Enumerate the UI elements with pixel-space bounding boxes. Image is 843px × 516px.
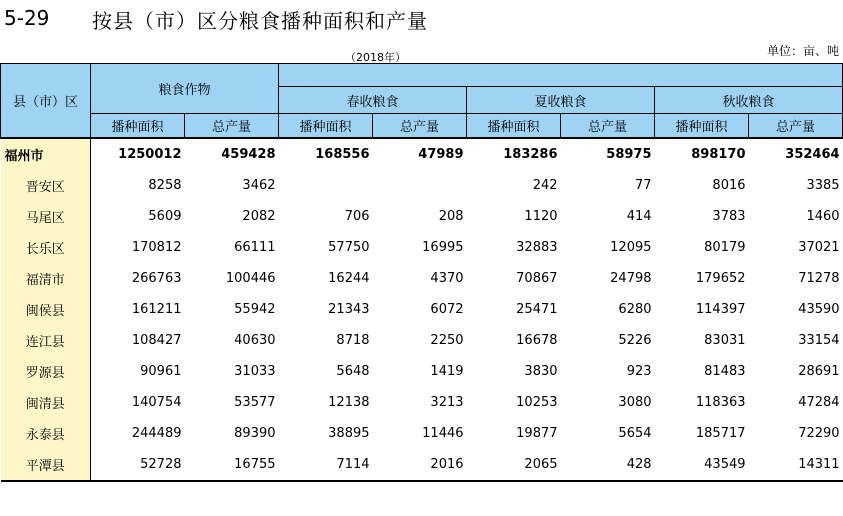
region-name: 永泰县 (1, 418, 91, 449)
region-name: 罗源县 (1, 356, 91, 387)
header-spacer (279, 64, 843, 87)
table-cell: 25471 (516, 302, 558, 317)
region-name: 闽清县 (1, 387, 91, 418)
region-name: 福清市 (1, 263, 91, 294)
header-output: 总产量 (373, 114, 467, 139)
table-cell: 14311 (749, 449, 843, 481)
table-cell: 12138 (328, 395, 370, 410)
header-output: 总产量 (561, 114, 655, 139)
table-cell: 16244 (328, 271, 370, 286)
table-cell: 47989 (373, 138, 467, 170)
header-area: 播种面积 (91, 114, 185, 139)
table-row (1, 170, 843, 201)
table-cell: 37021 (798, 240, 840, 255)
table-cell: 170812 (131, 240, 182, 255)
table-cell: 706 (344, 209, 370, 224)
table-cell: 5648 (336, 364, 370, 379)
header-area: 播种面积 (467, 114, 561, 139)
table-cell: 19877 (516, 426, 558, 441)
table-cell: 208 (438, 209, 464, 224)
table-cell: 2065 (467, 449, 561, 481)
table-cell: 80179 (704, 240, 746, 255)
table-cell: 66111 (234, 240, 276, 255)
header-group-spring: 春收粮食 (279, 87, 467, 114)
table-row (1, 418, 843, 449)
region-name: 闽侯县 (1, 294, 91, 325)
table-cell: 161211 (131, 302, 182, 317)
year-note: （2018年） (345, 51, 406, 64)
table-cell: 459428 (185, 138, 279, 170)
table-cell: 33154 (798, 333, 840, 348)
region-name: 晋安区 (1, 170, 91, 201)
unit-note: 单位：亩、吨 (766, 44, 839, 58)
region-name: 平潭县 (1, 449, 91, 481)
table-cell: 5226 (618, 333, 652, 348)
table-cell: 168556 (279, 138, 373, 170)
table-cell: 8718 (336, 333, 370, 348)
page-title: 按县（市）区分粮食播种面积和产量 (92, 9, 428, 33)
table-cell: 71278 (798, 271, 840, 286)
table-cell: 2250 (430, 333, 464, 348)
header-group-grain: 粮食作物 (91, 64, 279, 114)
table-row (1, 387, 843, 418)
region-name: 长乐区 (1, 232, 91, 263)
table-row (1, 325, 843, 356)
table-cell: 3830 (524, 364, 558, 379)
table-cell: 90961 (140, 364, 182, 379)
table-cell: 3783 (712, 209, 746, 224)
table-cell: 3385 (806, 178, 840, 193)
table-cell: 55942 (234, 302, 276, 317)
table-cell: 81483 (704, 364, 746, 379)
region-name: 连江县 (1, 325, 91, 356)
table-cell: 140754 (131, 395, 182, 410)
table-cell: 1250012 (91, 138, 185, 170)
table-cell: 47284 (798, 395, 840, 410)
table-row-total (1, 138, 843, 170)
grain-table (0, 63, 843, 482)
table-cell: 114397 (695, 302, 746, 317)
table-cell: 16995 (422, 240, 464, 255)
table-cell: 3080 (618, 395, 652, 410)
table-cell: 52728 (91, 449, 185, 481)
table-cell: 428 (561, 449, 655, 481)
table-cell: 10253 (516, 395, 558, 410)
table-cell (279, 170, 373, 201)
header-group-summer: 夏收粮食 (467, 87, 655, 114)
table-cell: 21343 (328, 302, 370, 317)
table-cell: 32883 (516, 240, 558, 255)
table-cell (373, 170, 467, 201)
table-cell: 8258 (148, 178, 182, 193)
header-area: 播种面积 (279, 114, 373, 139)
region-name: 马尾区 (1, 201, 91, 232)
table-cell: 266763 (131, 271, 182, 286)
header-output: 总产量 (749, 114, 843, 139)
table-cell: 53577 (234, 395, 276, 410)
table-cell: 58975 (561, 138, 655, 170)
table-row (1, 449, 843, 481)
table-cell: 118363 (695, 395, 746, 410)
table-cell: 1460 (806, 209, 840, 224)
table-cell: 6072 (430, 302, 464, 317)
table-cell: 77 (634, 178, 652, 193)
table-cell: 28691 (798, 364, 840, 379)
region-name: 福州市 (1, 138, 91, 170)
table-cell: 5654 (618, 426, 652, 441)
table-cell: 38895 (328, 426, 370, 441)
table-cell: 16755 (185, 449, 279, 481)
table-row (1, 263, 843, 294)
table-cell: 2082 (242, 209, 276, 224)
table-cell: 3462 (242, 178, 276, 193)
table-cell: 242 (532, 178, 558, 193)
table-cell: 4370 (430, 271, 464, 286)
table-cell: 31033 (234, 364, 276, 379)
table-cell: 89390 (234, 426, 276, 441)
table-cell: 8016 (712, 178, 746, 193)
header-output: 总产量 (185, 114, 279, 139)
table-cell: 185717 (695, 426, 746, 441)
table-cell: 43549 (655, 449, 749, 481)
table-cell: 70867 (516, 271, 558, 286)
table-cell: 352464 (749, 138, 843, 170)
table-body (1, 138, 843, 481)
table-cell: 16678 (516, 333, 558, 348)
table-cell: 57750 (328, 240, 370, 255)
table-cell: 1120 (524, 209, 558, 224)
table-cell: 11446 (422, 426, 464, 441)
table-cell: 898170 (655, 138, 749, 170)
table-cell: 100446 (225, 271, 276, 286)
table-cell: 1419 (430, 364, 464, 379)
header-area: 播种面积 (655, 114, 749, 139)
table-cell: 244489 (131, 426, 182, 441)
table-cell: 72290 (798, 426, 840, 441)
header-region: 县（市）区 (1, 64, 91, 139)
table-cell: 183286 (467, 138, 561, 170)
header-group-autumn: 秋收粮食 (655, 87, 843, 114)
table-cell: 179652 (695, 271, 746, 286)
table-row (1, 356, 843, 387)
table-cell: 40630 (234, 333, 276, 348)
table-cell: 5609 (148, 209, 182, 224)
table-cell: 2016 (373, 449, 467, 481)
table-cell: 414 (626, 209, 652, 224)
table-row (1, 232, 843, 263)
table-cell: 83031 (704, 333, 746, 348)
table-cell: 24798 (610, 271, 652, 286)
table-row (1, 294, 843, 325)
table-cell: 923 (626, 364, 652, 379)
table-number: 5-29 (4, 6, 50, 30)
table-cell: 3213 (430, 395, 464, 410)
table-cell: 12095 (610, 240, 652, 255)
table-cell: 7114 (279, 449, 373, 481)
table-cell: 108427 (131, 333, 182, 348)
table-cell: 6280 (618, 302, 652, 317)
table-cell: 43590 (798, 302, 840, 317)
table-row (1, 201, 843, 232)
